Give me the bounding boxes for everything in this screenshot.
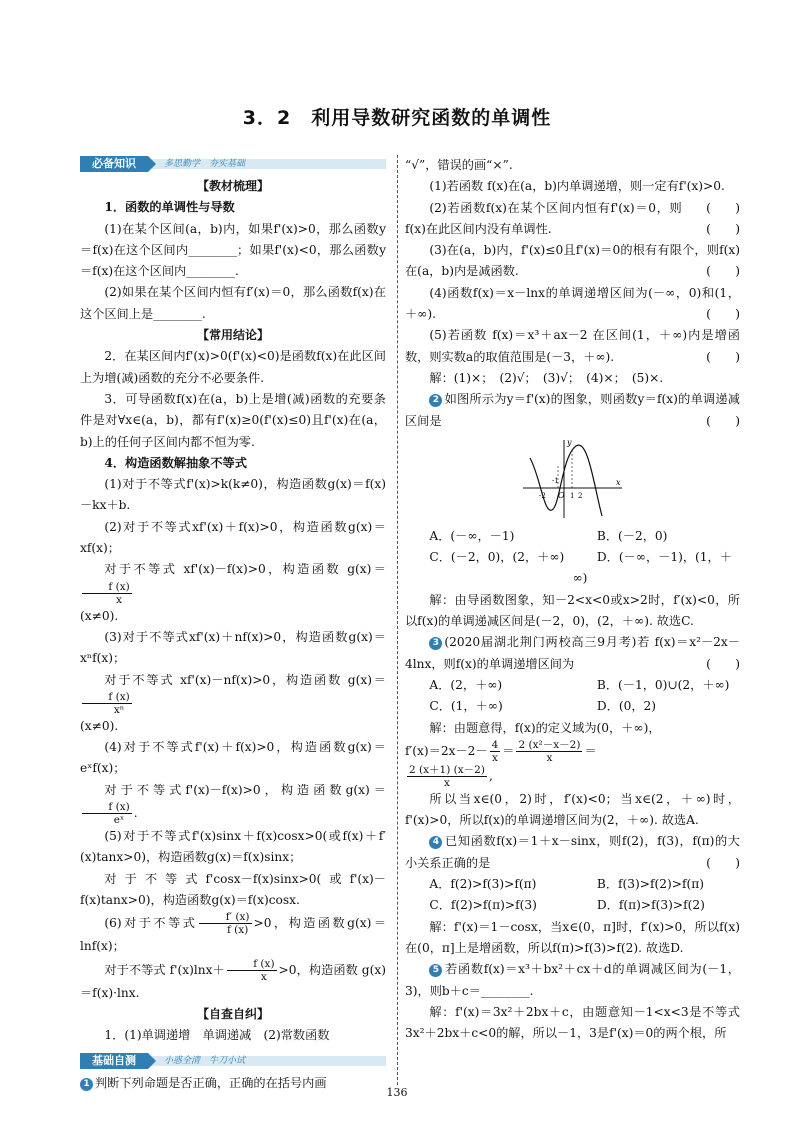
paragraph: (2)对于不等式xf'(x)＋f(x)>0，构造函数g(x)＝xf(x)； xyxy=(80,519,386,556)
numerator: 2 (x²－x－2) xyxy=(518,738,581,751)
curve xyxy=(530,445,602,516)
band-subtitle: 多思勤学 夯实基础 xyxy=(164,159,246,169)
text: ＝ xyxy=(584,743,597,758)
paragraph: (3)对于不等式xf'(x)＋nf(x)>0，构造函数g(x)＝xⁿf(x)； xyxy=(80,629,386,666)
fraction xyxy=(199,911,251,936)
paragraph: (4)对于不等式f'(x)＋f(x)>0，构造函数g(x)＝eˣf(x)； xyxy=(80,740,386,776)
axis-label-x: x xyxy=(615,477,621,487)
denominator: f (x) xyxy=(226,924,249,937)
statement xyxy=(405,283,740,326)
tick-label: 2 xyxy=(577,491,582,500)
question-number-badge: 4 xyxy=(429,836,442,849)
solution: 所以当x∈(0，2)时，f′(x)<0；当x∈(2，＋∞)时，f'(x)>0，所以f(x)的单调递增区间为(2，＋∞). 故选A. xyxy=(405,791,740,828)
band-tag: 基础自测 xyxy=(80,1053,148,1069)
section-band-knowledge xyxy=(80,156,386,172)
denominator: eˣ xyxy=(113,814,125,827)
question-2 xyxy=(405,389,740,432)
subheading: 1．函数的单调性与导数 xyxy=(104,200,235,215)
page-number: 136 xyxy=(386,1086,408,1099)
answer-blank: ( ) xyxy=(706,200,740,215)
solution: 解：f'(x)＝3x²＋2bx＋c，由题意知－1<x<3是不等式3x²＋2bx＋c<0的解，所以－1，3是f'(x)＝0的两个根，所 xyxy=(405,1004,740,1041)
solution: 解：(1)×； (2)√； (3)√； (4)×； (5)×. xyxy=(429,370,664,385)
denominator: x xyxy=(444,776,450,789)
text: 如图所示为y＝f'(x)的图象，则函数y＝f(x)的单调递减区间是 xyxy=(405,392,740,428)
option: D．(－∞，－1)，(1，＋∞) xyxy=(572,550,732,586)
fraction xyxy=(516,739,582,764)
text: (5)若函数 f(x)＝x³＋ax－2 在区间(1，＋∞)内是增函数，则实数a的取值范围是(－3，＋∞). xyxy=(405,328,740,364)
numerator: f (x) xyxy=(82,581,132,594)
fraction xyxy=(82,801,132,826)
statement xyxy=(405,240,740,283)
band-tag: 必备知识 xyxy=(80,156,148,172)
column-divider xyxy=(397,155,398,1085)
paragraph: (1)在某个区间(a，b)内，如果f'(x)>0，那么函数y＝f(x)在这个区间内________；如果f'(x)<0，那么函数y＝f(x)在这个区间内________. xyxy=(80,221,386,279)
text: 已知函数f(x)＝1＋x－sinx，则f(2)，f(3)，f(π)的大小关系正确的是 xyxy=(405,834,740,870)
text: (4)函数f(x)＝x－lnx的单调递增区间为(－∞，0)和(1，＋∞). xyxy=(405,285,740,322)
question-5 xyxy=(405,959,740,1002)
equation xyxy=(405,739,740,764)
option: B．(－2，0) xyxy=(596,528,668,543)
answer-blank: ( ) xyxy=(706,349,740,364)
answer-blank: ( ) xyxy=(706,656,740,671)
subheading: 4．构造函数解抽象不等式 xyxy=(104,455,247,470)
option: B．f(3)>f(2)>f(π) xyxy=(596,877,705,892)
numerator: f′ (x) xyxy=(199,911,251,924)
text: (1)若函数 f(x)在(a，b)内单调递增，则一定有f'(x)>0. xyxy=(429,179,725,194)
paragraph: 2．在某区间内f'(x)>0(f'(x)<0)是函数f(x)在此区间上为增(减)函数的充分不必要条件. xyxy=(80,349,386,385)
paragraph: (x≠0). xyxy=(80,608,119,623)
denominator: x xyxy=(260,970,267,983)
paragraph xyxy=(80,670,386,716)
text: 对于不等式 xf'(x)－f(x)>0，构造函数 g(x)＝ xyxy=(104,562,386,577)
text: 对于不等式 f'(x)lnx＋ xyxy=(104,962,225,977)
right-column xyxy=(405,155,740,1044)
paragraph xyxy=(80,559,386,605)
text: >0，构造函数g(x)＝lnf(x)； xyxy=(80,916,387,954)
paragraph: (2)如果在某个区间内恒有f′(x)＝0，那么函数f(x)在这个区间上是________. xyxy=(80,285,386,321)
text: 对于不等式 xf'(x)－nf(x)>0，构造函数 g(x)＝ xyxy=(104,672,386,687)
paragraph: (1)对于不等式f'(x)>k(k≠0)，构造函数g(x)＝f(x)－kx＋b. xyxy=(80,477,386,513)
section-heading: 【教材梳理】 xyxy=(196,179,269,193)
option: C．(－2，0)，(2，＋∞) xyxy=(429,550,565,565)
paragraph xyxy=(80,958,386,1004)
options xyxy=(405,675,740,718)
question-4 xyxy=(405,831,740,874)
text: (2)若函数f(x)在某个区间内恒有f'(x)＝0，则f(x)在此区间内没有单调性. xyxy=(405,200,682,236)
options xyxy=(405,874,740,917)
solution: 解：f'(x)＝1－cosx，当x∈(0，π]时，f′(x)>0，所以f(x)在(0，π]上是增函数，所以f(π)>f(3)>f(2). 故选D. xyxy=(405,919,740,955)
text: , xyxy=(488,768,493,783)
section-heading: 【自查自纠】 xyxy=(196,1006,269,1021)
section-band-selftest xyxy=(80,1053,386,1069)
options xyxy=(405,526,740,590)
text: 判断下列命题是否正确，正确的在括号内画 xyxy=(95,1076,327,1091)
origin-label: O xyxy=(557,490,565,500)
paragraph: 3．可导函数f(x)在(a，b)上是增(减)函数的充要条件是对∀x∈(a，b)，都有f'(x)≥0(f'(x)≤0)且f'(x)在(a，b)上的任何子区间内都不恒为零. xyxy=(80,391,386,449)
text: (3)在(a，b)内，f'(x)≤0且f'(x)＝0的根有有限个，则f(x)在(a，b)内是减函数. xyxy=(405,243,740,279)
answer-blank: ( ) xyxy=(706,855,740,870)
text: 对于不等式f'(x)－f(x)>0，构造函数g(x)＝ xyxy=(104,782,386,797)
text: 若函数f(x)＝x³＋bx²＋cx＋d的单调减区间为(－1，3)，则b＋c＝________. xyxy=(405,962,740,998)
text: f′(x)＝2x－2－ xyxy=(405,743,488,758)
tick-label: 1 xyxy=(569,491,574,500)
statement xyxy=(405,325,740,368)
denominator: x xyxy=(546,751,553,764)
answer-blank: ( ) xyxy=(706,413,740,428)
band-subtitle: 小惑全清 牛刀小试 xyxy=(164,1056,246,1067)
paragraph: 1．(1)单调递增 单调递减 (2)常数函数 xyxy=(104,1028,330,1043)
fraction xyxy=(407,764,487,789)
fraction xyxy=(82,581,132,606)
option: A．(2，＋∞) xyxy=(429,677,503,692)
option: C．f(2)>f(π)>f(3) xyxy=(429,898,537,913)
numerator: 2 (x＋1) (x－2) xyxy=(409,763,485,776)
tick-label: -2 xyxy=(538,491,546,500)
tick-label: -1 xyxy=(551,476,559,485)
fraction xyxy=(82,691,132,716)
text: (2020届湖北荆门两校高三9月考)若 f(x)＝x²－2x－4lnx，则f(x)的单调递增区间为 xyxy=(405,635,740,671)
paragraph: (x≠0). xyxy=(80,718,119,733)
numerator: 4 xyxy=(491,738,499,751)
text: . xyxy=(133,806,138,821)
paragraph xyxy=(80,780,386,826)
numerator: f (x) xyxy=(82,801,132,814)
text: (6)对于不等式 xyxy=(104,916,198,931)
question-3 xyxy=(405,632,740,675)
solution: 解：由导函数图象，知－2<x<0或x>2时，f′(x)<0，所以f(x)的单调递减区间是(－2，0)，(2，＋∞). 故选C. xyxy=(405,592,740,629)
answer-blank: ( ) xyxy=(706,264,740,279)
denominator: x xyxy=(116,593,123,606)
numerator: f (x) xyxy=(82,691,132,704)
paragraph xyxy=(80,911,386,957)
section-heading: 【常用结论】 xyxy=(196,328,269,343)
derivative-graph xyxy=(518,436,628,522)
paragraph: (5)对于不等式f'(x)sinx＋f(x)cosx>0(或f(x)＋f′(x)tanx>0)，构造函数g(x)＝f(x)sinx； xyxy=(80,829,386,865)
solution: 解：由题意得，f(x)的定义域为(0，＋∞)， xyxy=(429,720,661,735)
question-number-badge: 5 xyxy=(429,964,442,977)
answer-blank: ( ) xyxy=(706,307,740,322)
equation xyxy=(405,764,740,789)
statement xyxy=(405,176,740,215)
question-number-badge: 1 xyxy=(80,1078,93,1091)
text: >0，构造函数 g(x)＝f(x)·lnx. xyxy=(80,962,386,1000)
page-title: 3．2 利用导数研究函数的单调性 xyxy=(242,107,552,129)
left-column xyxy=(80,155,386,1095)
axis-label-y: y xyxy=(566,437,572,447)
numerator: f (x) xyxy=(227,958,277,971)
fraction xyxy=(227,958,277,983)
paragraph: 对于不等式f'cosx－f(x)sinx>0(或f'(x)－f(x)tanx>0)，构造函数g(x)＝f(x)cosx. xyxy=(80,871,386,907)
paragraph: “√”，错误的画“×”. xyxy=(405,158,513,172)
option: A．f(2)>f(3)>f(π) xyxy=(429,877,537,892)
option: D．f(π)>f(3)>f(2) xyxy=(596,898,705,913)
question-number-badge: 2 xyxy=(429,394,442,407)
answer-blank: ( ) xyxy=(706,221,740,236)
fraction xyxy=(490,739,501,764)
denominator: x xyxy=(491,751,498,764)
option: D．(0，2) xyxy=(596,699,657,714)
question-number-badge: 3 xyxy=(429,637,442,650)
option: C．(1，＋∞) xyxy=(429,699,503,714)
text: ＝ xyxy=(502,743,515,758)
option: B．(－1，0)∪(2，＋∞) xyxy=(596,677,730,692)
denominator: xⁿ xyxy=(113,703,125,716)
option: A．(－∞，－1) xyxy=(429,528,515,543)
